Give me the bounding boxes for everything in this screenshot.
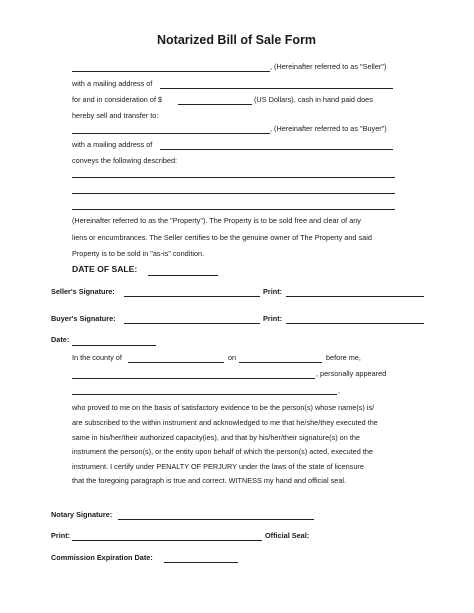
consideration-suffix: (US Dollars), cash in hand paid does <box>254 95 373 104</box>
property-paragraph-line: liens or encumbrances. The Seller certifies to be the genuine owner of The Property and said <box>72 233 372 242</box>
date-line[interactable] <box>72 345 156 346</box>
amount-line[interactable] <box>178 104 252 105</box>
appeared-name-line[interactable] <box>72 378 315 379</box>
notary-paragraph-line: same in his/her/their authorized capacity(ies), and that by his/her/their signature(s) on the <box>72 433 360 442</box>
notary-paragraph-line: who proved to me on the basis of satisfactory evidence to be the person(s) whose name(s) is/ <box>72 403 375 412</box>
seller-address-line[interactable] <box>160 88 393 89</box>
sellers-signature-label: Seller's Signature: <box>51 287 115 296</box>
before-me-label: before me, <box>326 353 361 362</box>
buyer-reference-text: , (Hereinafter referred to as "Buyer") <box>270 124 387 133</box>
notary-paragraph-line: that the foregoing paragraph is true and correct. WITNESS my hand and official seal. <box>72 476 347 485</box>
county-label: In the county of <box>72 353 122 362</box>
buyer-name-line[interactable] <box>72 133 270 134</box>
buyer-print-label: Print: <box>263 314 283 323</box>
notary-paragraph-line: are subscribed to the within instrument and acknowledged to me that he/she/they executed the <box>72 418 378 427</box>
buyer-print-line[interactable] <box>286 323 424 324</box>
buyer-mailing-address-label: with a mailing address of <box>72 140 153 149</box>
official-seal-label: Official Seal: <box>265 531 310 540</box>
commission-expiration-line[interactable] <box>164 562 238 563</box>
consideration-label: for and in consideration of $ <box>72 95 163 104</box>
comma-text: , <box>338 386 341 395</box>
sellers-signature-line[interactable] <box>124 296 260 297</box>
commission-expiration-label: Commission Expiration Date: <box>51 553 153 562</box>
personally-appeared-text: , personally appeared <box>316 369 387 378</box>
seller-reference-text: , (Hereinafter referred to as "Seller") <box>270 62 387 71</box>
notary-print-label: Print: <box>51 531 71 540</box>
date-of-sale-label: DATE OF SALE: <box>72 264 138 274</box>
on-date-line[interactable] <box>239 362 322 363</box>
seller-mailing-address-label: with a mailing address of <box>72 79 153 88</box>
notary-signature-label: Notary Signature: <box>51 510 113 519</box>
conveys-text: conveys the following described: <box>72 156 178 165</box>
property-description-line-2[interactable] <box>72 193 395 194</box>
date-of-sale-line[interactable] <box>148 275 218 276</box>
seller-print-line[interactable] <box>286 296 424 297</box>
notary-paragraph-line: instrument. I certify under PENALTY OF PERJURY under the laws of the state of licensure <box>72 462 364 471</box>
notary-paragraph-line: instrument the person(s), or the entity upon behalf of which the person(s) acted, executed the <box>72 447 373 456</box>
seller-name-line[interactable] <box>72 71 270 72</box>
transfer-text: hereby sell and transfer to: <box>72 111 159 120</box>
property-paragraph-line: (Hereinafter referred to as the "Property"). The Property is to be sold free and clear of any <box>72 216 361 225</box>
on-label: on <box>228 353 237 362</box>
appeared-name-line-2[interactable] <box>72 394 337 395</box>
notary-signature-line[interactable] <box>118 519 314 520</box>
property-paragraph-line: Property is to be sold in "as-is" condition. <box>72 249 205 258</box>
buyers-signature-line[interactable] <box>124 323 260 324</box>
seller-print-label: Print: <box>263 287 283 296</box>
page-title: Notarized Bill of Sale Form <box>157 33 317 47</box>
buyer-address-line[interactable] <box>160 149 393 150</box>
property-description-line-3[interactable] <box>72 209 395 210</box>
county-line[interactable] <box>128 362 224 363</box>
notary-print-line[interactable] <box>72 540 262 541</box>
date-label: Date: <box>51 335 70 344</box>
property-description-line-1[interactable] <box>72 177 395 178</box>
buyers-signature-label: Buyer's Signature: <box>51 314 116 323</box>
